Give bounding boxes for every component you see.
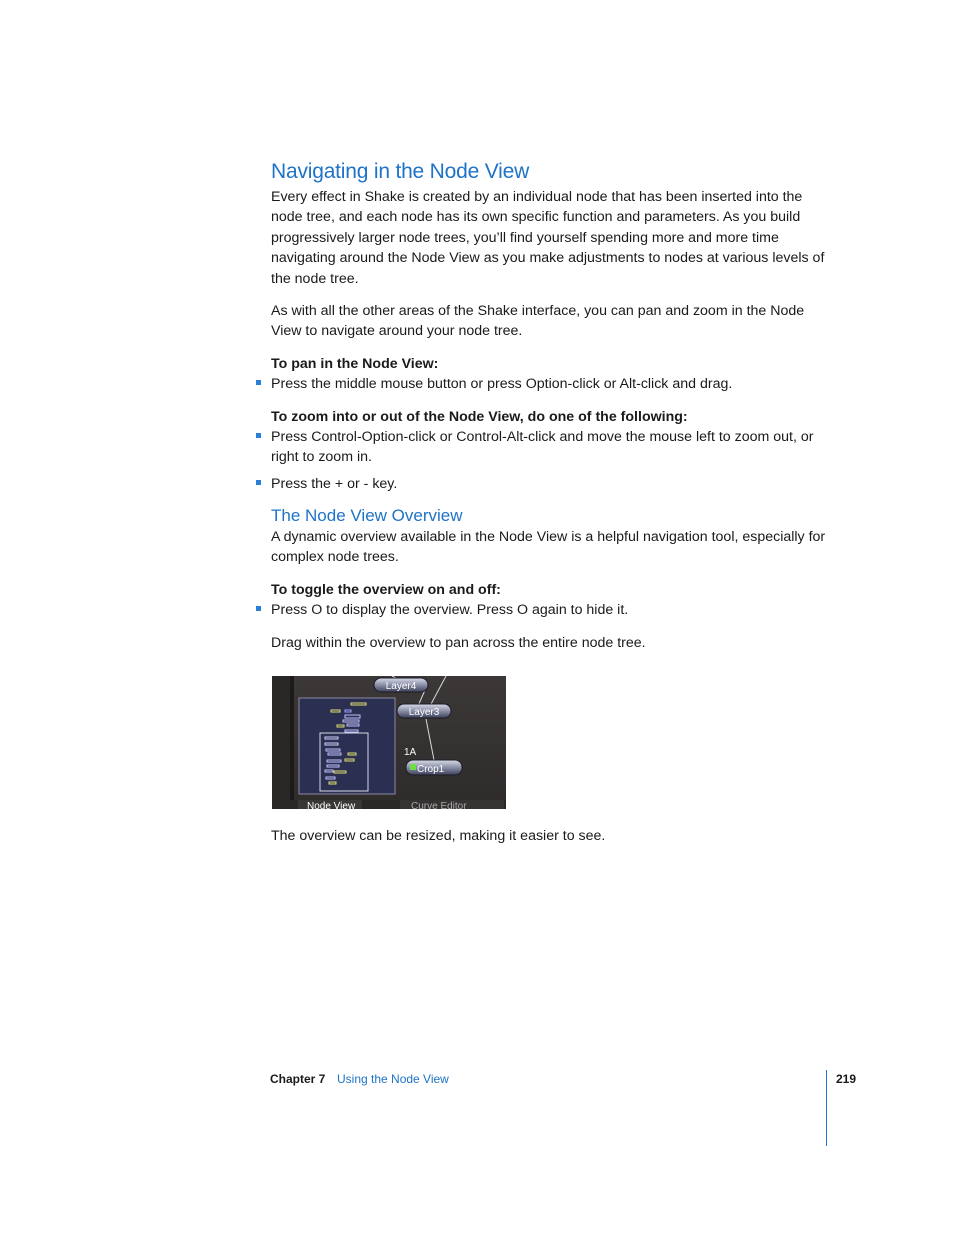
node-layer3-label: Layer3 (408, 707, 440, 718)
bullet-marker (256, 606, 261, 611)
bullet-marker (256, 480, 261, 485)
footer-chapter: Chapter 7 (270, 1072, 326, 1086)
drag-paragraph: Drag within the overview to pan across the entire node tree. (271, 635, 646, 651)
node-crop1-label: Crop1 (417, 764, 445, 775)
bullet-marker (256, 433, 261, 438)
page-number: 219 (836, 1072, 857, 1086)
section-heading: Navigating in the Node View (271, 160, 530, 183)
bullet-marker (256, 380, 261, 385)
intro-paragraph: Every effect in Shake is created by an individual node that has been inserted into the node tree, and each node has its own specific function and parameters. As you build progressively larger node trees, you’ll find yourself spending more and more time navigating around the Node View as you make adjustments to nodes at various levels of the node tree. (271, 189, 825, 287)
bullet-toggle-text: Press O to display the overview. Press O again to hide it. (271, 602, 629, 618)
tab-node-view: Node View (307, 801, 356, 809)
zoom-lead: To zoom into or out of the Node View, do one of the following: (271, 409, 688, 425)
bullet-pan-text: Press the middle mouse button or press Option-click or Alt-click and drag. (271, 376, 733, 392)
bullet-zoom-2-text: Press the + or - key. (271, 476, 398, 492)
screenshot-caption: The overview can be resized, making it easier to see. (271, 828, 606, 844)
tab-curve-editor: Curve Editor (411, 801, 467, 809)
footer-divider (826, 1070, 827, 1146)
overview-paragraph: A dynamic overview available in the Node View is a helpful navigation tool, especially for complex node trees. (271, 529, 826, 566)
toggle-lead: To toggle the overview on and off: (271, 582, 501, 598)
label-1a: 1A (404, 747, 417, 758)
pan-lead: To pan in the Node View: (271, 356, 439, 372)
node-layer4-label: Layer4 (385, 681, 417, 692)
footer-chapter-title: Using the Node View (337, 1072, 449, 1086)
node-view-screenshot (272, 676, 506, 809)
pan-zoom-paragraph: As with all the other areas of the Shake interface, you can pan and zoom in the Node View to navigate around your node tree. (271, 303, 805, 340)
bullet-zoom-1-text: Press Control-Option-click or Control-Alt-click and move the mouse left to zoom out, or right to zoom in. (271, 429, 814, 466)
subsection-heading: The Node View Overview (271, 506, 463, 525)
